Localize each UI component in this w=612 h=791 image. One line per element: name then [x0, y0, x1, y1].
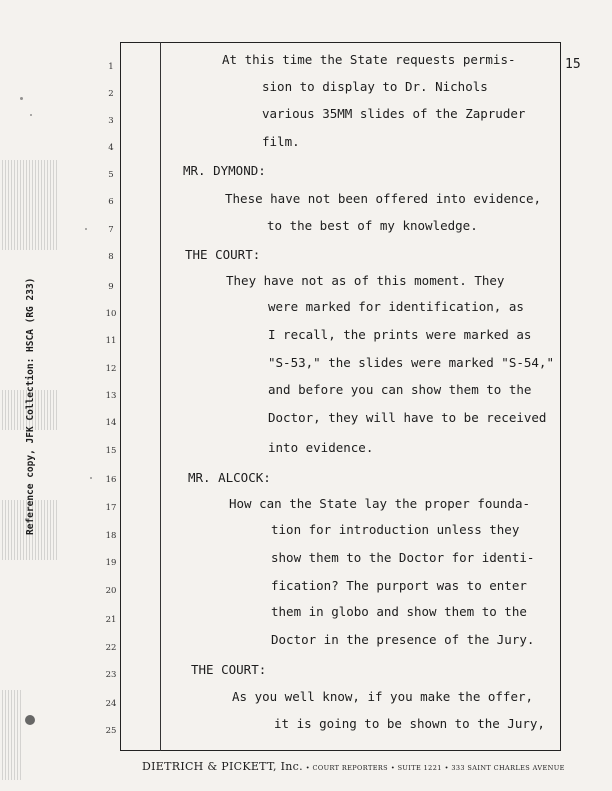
transcript-line: Doctor, they will have to be received: [268, 410, 547, 425]
transcript-line: it is going to be shown to the Jury,: [274, 716, 545, 731]
line-number: 8: [108, 252, 114, 262]
transcript-line: Doctor in the presence of the Jury.: [271, 632, 535, 647]
transcript-line: They have not as of this moment. They: [226, 273, 505, 288]
line-number: 7: [108, 225, 114, 235]
line-number: 22: [105, 643, 117, 653]
scan-speck: [90, 477, 92, 479]
transcript-line: and before you can show them to the: [268, 382, 532, 397]
transcript-line: film.: [262, 134, 300, 149]
reporter-footer: DIETRICH & PICKETT, Inc. • COURT REPORTERS • SUITE 1221 • 333 SAINT CHARLES AVENUE: [142, 760, 565, 773]
line-number: 17: [105, 503, 117, 513]
line-number: 11: [105, 336, 117, 346]
transcript-line: show them to the Doctor for identi-: [271, 550, 535, 565]
footer-suite: SUITE 1221: [397, 764, 442, 772]
line-number: 3: [108, 116, 114, 126]
line-number: 24: [105, 699, 117, 709]
footer-reporters: COURT REPORTERS: [312, 764, 388, 772]
transcript-line: As you well know, if you make the offer,: [232, 689, 534, 704]
transcript-line: How can the State lay the proper founda-: [229, 496, 531, 511]
line-number: 4: [108, 143, 114, 153]
line-number: 1: [108, 62, 114, 72]
scan-speck: [30, 114, 32, 116]
footer-firm: DIETRICH & PICKETT, Inc.: [142, 760, 303, 773]
speaker-label: THE COURT:: [191, 662, 267, 677]
line-number: 5: [108, 170, 114, 180]
margin-rule: [160, 42, 161, 751]
line-number: 13: [105, 391, 117, 401]
line-number: 10: [105, 309, 117, 319]
line-number: 9: [108, 282, 114, 292]
line-number: 18: [105, 531, 117, 541]
transcript-line: "S-53," the slides were marked "S-54,": [268, 355, 554, 370]
line-number: 15: [105, 446, 117, 456]
line-number: 23: [105, 670, 117, 680]
transcript-line: into evidence.: [268, 440, 374, 455]
page-number: 15: [565, 57, 581, 72]
line-number: 2: [108, 89, 114, 99]
line-number: 14: [105, 418, 117, 428]
scan-speck: [85, 228, 87, 230]
scan-speck: [20, 97, 23, 100]
transcript-line: sion to display to Dr. Nichols: [262, 79, 488, 94]
transcript-line: At this time the State requests permis-: [222, 52, 516, 67]
line-number: 6: [108, 197, 114, 207]
scan-speck: [25, 715, 35, 725]
speaker-label: MR. DYMOND:: [183, 163, 266, 178]
transcript-line: to the best of my knowledge.: [267, 218, 478, 233]
footer-address: 333 SAINT CHARLES AVENUE: [451, 764, 565, 772]
transcript-line: fication? The purport was to enter: [271, 578, 527, 593]
line-number: 21: [105, 615, 117, 625]
line-number: 20: [105, 586, 117, 596]
scan-noise: [2, 690, 22, 780]
transcript-line: various 35MM slides of the Zapruder: [262, 106, 526, 121]
transcript-line: tion for introduction unless they: [271, 522, 520, 537]
transcript-line: I recall, the prints were marked as: [268, 327, 532, 342]
transcript-line: were marked for identification, as: [268, 299, 524, 314]
transcript-line: These have not been offered into evidence,: [225, 191, 542, 206]
speaker-label: MR. ALCOCK:: [188, 470, 271, 485]
line-number: 12: [105, 364, 117, 374]
line-number: 25: [105, 726, 117, 736]
line-number: 16: [105, 475, 117, 485]
side-label: Reference copy, JFK Collection: HSCA (RG 233): [25, 277, 36, 535]
transcript-line: them in globo and show them to the: [271, 604, 527, 619]
speaker-label: THE COURT:: [185, 247, 261, 262]
line-number: 19: [105, 558, 117, 568]
